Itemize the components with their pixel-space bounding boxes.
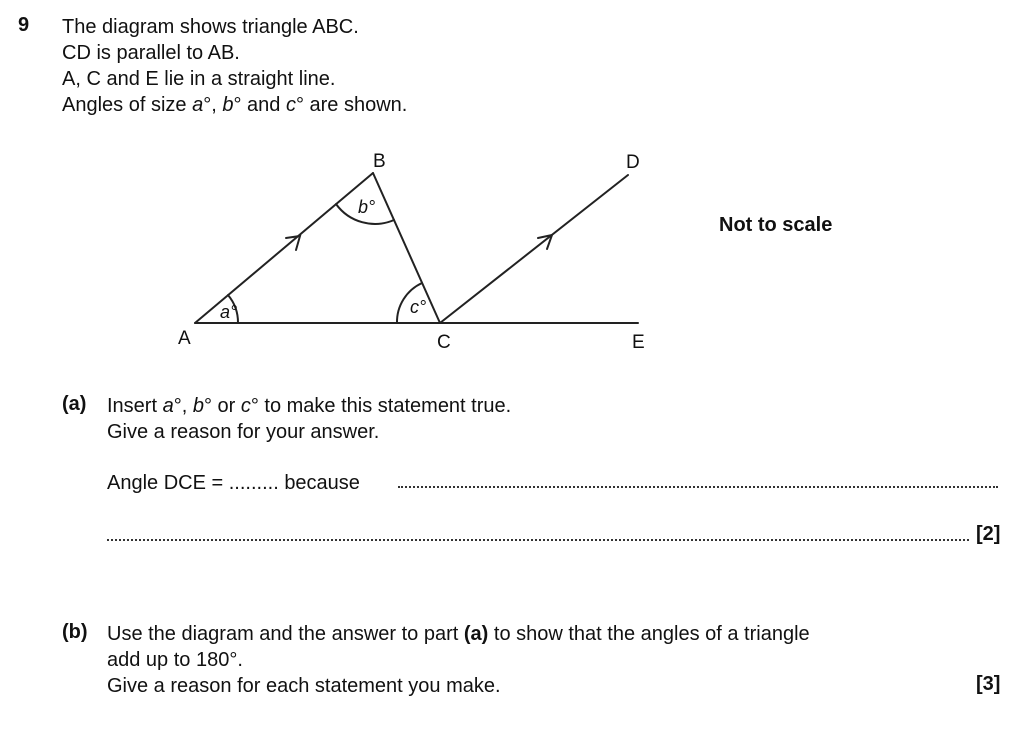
part-a-line-1: Insert a°, b° or c° to make this statement true. [107, 395, 512, 417]
point-d-label: D [626, 152, 640, 173]
point-e-label: E [632, 332, 645, 353]
answer-prefix: Angle DCE = [107, 472, 224, 494]
question-number: 9 [18, 14, 30, 36]
answer-line-1 [107, 470, 360, 496]
part-b-line-1: Use the diagram and the answer to part (a) to show that the angles of a triangle [107, 623, 810, 645]
reason-answer-line-1[interactable] [398, 486, 998, 488]
angle-b-label: b° [358, 197, 376, 217]
not-to-scale-note: Not to scale [719, 214, 833, 236]
part-a-line-2: Give a reason for your answer. [107, 421, 380, 443]
part-b-text [107, 621, 810, 699]
parallel-arrow-ab [286, 236, 300, 250]
part-b-line-3: Give a reason for each statement you make. [107, 675, 501, 697]
point-c-label: C [437, 332, 451, 353]
intro-line-4: Angles of size a°, b° and c° are shown. [62, 94, 408, 116]
part-b-label: (b) [62, 621, 88, 643]
angle-a-label: a° [220, 302, 238, 322]
part-a-text [107, 393, 511, 445]
part-b-line-2: add up to 180°. [107, 649, 243, 671]
part-b-marks: [3] [976, 673, 1001, 695]
side-ab [195, 173, 376, 323]
angle-c-label: c° [410, 297, 427, 317]
intro-line-1: The diagram shows triangle ABC. [62, 16, 359, 38]
side-bc [373, 173, 440, 323]
intro-line-2: CD is parallel to AB. [62, 42, 240, 64]
because-label: because [284, 472, 360, 494]
part-a-marks: [2] [976, 523, 1001, 545]
angle-answer-blank[interactable]: ......... [228, 472, 279, 494]
intro-line-3: A, C and E lie in a straight line. [62, 68, 336, 90]
line-cd [440, 175, 628, 323]
point-a-label: A [178, 328, 191, 349]
part-a-label: (a) [62, 393, 87, 415]
point-b-label: B [373, 151, 386, 172]
reason-answer-line-2[interactable] [107, 539, 969, 541]
